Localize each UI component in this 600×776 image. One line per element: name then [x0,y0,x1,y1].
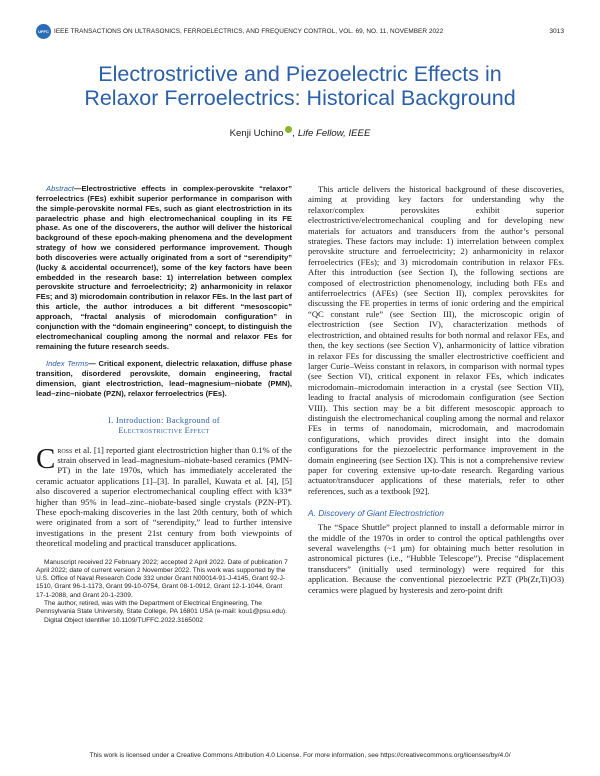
abstract-label: Abstract [46,184,74,193]
footnote-doi: Digital Object Identifier 10.1109/TUFFC.2022.3165002 [44,616,203,624]
page-header [36,20,564,42]
journal-logo [36,24,51,39]
author-fellowship: , Life Fellow, IEEE [292,128,371,139]
journal-citation: IEEE TRANSACTIONS ON ULTRASONICS, FERROELECTRICS, AND FREQUENCY CONTROL, VOL. 69, NO. 11, NOVEMBER 2022 [54,28,444,35]
overview-paragraph: This article delivers the historical background of these discoveries, aiming at providing key factors for understanding why the relaxor/complex perovskites exhibit superior electrostrictive/electromechanical coupling and for developing new materials for actuators and transducers from the author’s personal strategies. These factors may include: 1) interrelation between complex perovskite structure and ferroelectricity; 2) anharmonicity in relaxor ferroelectrics (FEs); and 3) microdomain contribution in relaxor FEs. After this introduction (see Section I), the following sections are composed of electrostriction phenomenology, including both FEs and antiferroelectrics (AFEs) (see Section II), complex perovskites for discussing the FE properties in terms of ionic ordering and the empirical “QC constant rule” (see Section III), the microscopic origin of electrostriction (see Section IV), characterization methods of electrostriction, and obtained results for both normal and relaxor FEs, and then, the key sections (see Section V), anharmonicity of lattice vibration in relaxor FEs for discussing the smaller electrostrictive coefficient and larger Curie–Weiss constant in relaxors, in comparison with normal types (see Section VI), critical exponent in relaxor FEs, which indicates microdomain–microdomain interaction in a crystal (see Section VII), leading to fractal analysis of microdomain configuration (see Section VIII). This section may be a bit different mesoscopic approach to distinguish the electromechanical coupling among the normal and relaxor FEs in terms of nanodomain, microdomain, and macrodomain configurations, which provides direct insight into the domain configurations for the piezoelectric performance improvement in the domain engineering (see Section IX). This is not a comprehensive review paper for covering extensive up-to-date research. Regarding various actuator/transducer applications of these materials, refer to other references, such as a textbook [92]. [308,184,564,496]
intro-text: et al. [1] reported giant electrostriction higher than 0.1% of the strain observed in lead–magnesium–niobate-based ceramics (PMN-PT) in the late 1970s, which has immediately accelerated the ceramic actuator applications [1]–[3]. In parallel, Kuwata et al. [4], [5] also discovered a superior electromechanical coupling effect with k33* higher than 95% in lead–zinc–niobate-based single crystals (PZN-PT). These epoch-making discoveries in the last 20th century, both of which were originated from a sort of “serendipity,” lead to further intensive investigations in the present 21st century from both viewpoints of theoretical modeling and practical transducer applications. [36,444,292,549]
article-title [40,62,560,110]
drop-cap-word-rest: ross [57,444,73,455]
subsection-a-heading: A. Discovery of Giant Electrostriction [308,508,444,519]
footnote-received: Manuscript received 22 February 2022; accepted 2 April 2022. Date of publication 7 April 2022; date of current version 2 November 2022. This work was supported by the U.S. Office of Naval Research Code 332 under Grant N00014-91-J-4145, Grant 92-J-1510, Grant 96-1-1173, Grant 99-10-0754, Grant 08-1-0912, Grant 12-1-1044, Grant 17-1-2088, and Grant 20-1-2309. [36,558,288,599]
section-1-heading-line-1: I. Introduction: Background of [108,415,220,425]
intro-paragraph [36,442,292,549]
section-1-heading-line-2: Electrostrictive Effect [118,426,210,436]
footnote-affiliation: The author, retired, was with the Department of Electrical Engineering, The Pennsylvania State University, State College, PA 16801 USA (e-mail: kou1@psu.edu). [36,600,287,616]
drop-cap: C [36,442,56,475]
orcid-icon[interactable] [285,126,292,133]
logo-text: UFFC [38,29,49,34]
license-notice: This work is licensed under a Creative Commons Attribution 4.0 License. For more information, see https://creativecommons.org/licenses/by/4.0/ [89,752,511,759]
index-terms [36,359,292,398]
space-shuttle-paragraph: The “Space Shuttle” project planned to install a deformable mirror in the middle of the 1970s in order to control the optical pathlengths over several wavelengths (~1 μm) for obtaining much better resolution in astronomical pictures (i.e., “Hubble Telescope”). Precise “displacement transducers” (initially used terminology) were required for this application. Because the conventional piezoelectric PZT (Pb(Zr,Ti)O3) ceramics were plagued by hysteresis and zero-point drift [308,522,564,595]
section-1-heading [36,416,292,437]
right-column [308,184,564,595]
index-terms-label: Index Terms [46,359,89,369]
left-column [36,184,292,625]
author-name: Kenji Uchino [229,128,284,139]
title-line-2: Relaxor Ferroelectrics: Historical Background [84,86,516,110]
abstract [36,184,292,351]
abstract-text: —Electrostrictive effects in complex-perovskite “relaxor” ferroelectrics (FEs) exhibit superior performance in comparison with the simple-perovskite normal FEs, such as giant electrostriction in its paraelectric phase and high electromechanical coupling in its FE phase. As one of the discoverers, the author will deliver the historical background of these epoch-making phenomena and the development strategy of how we considered performance improvement. Though both discoveries were actually originated from a sort of “serendipity” (lucky & accidental occurrence!), some of the key factors have been embedded in the research base: 1) interrelation between complex perovskite structure and ferroelectricity; 2) anharmonicity in relaxor FEs; and 3) microdomain contribution in relaxor FEs. In the last part of this article, the author introduces a bit different “mesoscopic” approach, “fractal analysis of microdomain configuration” in conjunction with the “domain engineering” concept, to distinguish the electromechanical coupling among the normal and relaxor FEs for remaining the future research seeds. [36,184,292,351]
page-number: 3013 [549,28,564,35]
index-terms-text: — Critical exponent, dielectric relaxation, diffuse phase transition, disordered perovskite, domain engineering, fractal dimension, giant electrostriction, lead–magnesium–niobate (PMN), lead–zinc–niobate (PZN), relaxor ferroelectrics (FEs). [36,359,292,398]
footnote [36,559,292,625]
author-line [40,126,560,139]
title-line-1: Electrostrictive and Piezoelectric Effects in [98,62,502,86]
